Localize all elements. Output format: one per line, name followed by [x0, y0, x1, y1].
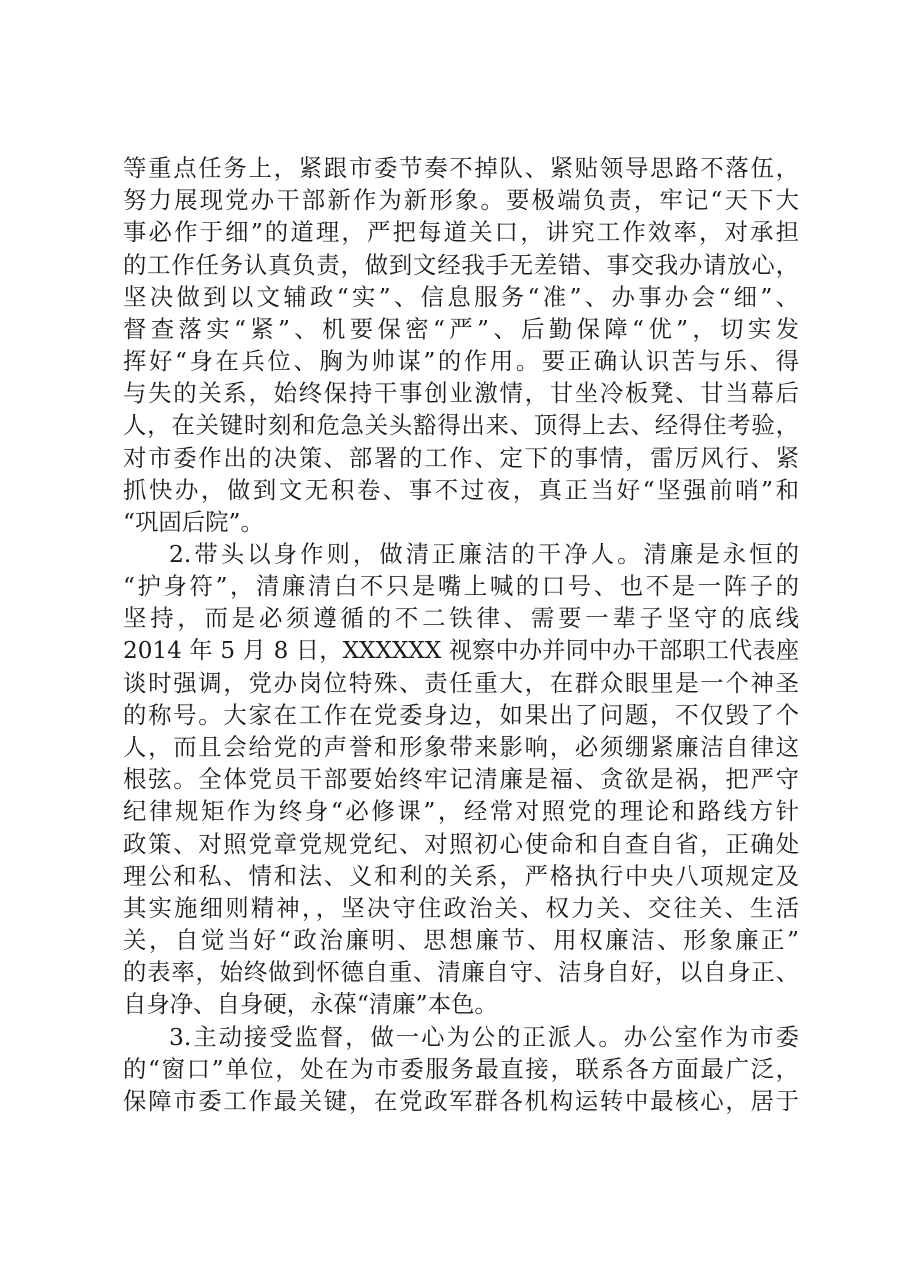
text-line: 的“窗口”单位，处在为市委服务最直接，联系各方面最广泛，: [123, 1054, 799, 1083]
text-line: 理公和私、情和法、义和利的关系，严格执行中央八项规定及: [123, 861, 799, 890]
text-line: 人，在关键时刻和危急关头豁得出来、顶得上去、经得住考验，: [123, 411, 799, 440]
text-line: 人，而且会给党的声誉和形象带来影响，必须绷紧廉洁自律这: [123, 733, 799, 762]
document-body: [123, 152, 799, 1117]
text-line: 坚决做到以文辅政“实”、信息服务“准”、办事办会“细”、: [123, 282, 799, 311]
text-line: 努力展现党办干部新作为新形象。要极端负责，牢记“天下大: [123, 186, 799, 215]
paragraph-first-line: 2.带头以身作则，做清正廉洁的干净人。清廉是永恒的: [169, 540, 799, 569]
text-line: 保障市委工作最关键，在党政军群各机构运转中最核心，居于: [123, 1086, 799, 1115]
text-line: 关，自觉当好“政治廉明、思想廉节、用权廉洁、形象廉正”: [123, 926, 799, 955]
text-line: 纪律规矩作为终身“必修课”，经常对照党的理论和路线方针: [123, 797, 799, 826]
text-line: 的表率，始终做到怀德自重、清廉自守、洁身自好，以自身正、: [123, 958, 799, 987]
text-line: “巩固后院”。: [123, 507, 264, 536]
paragraph-first-line: 3.主动接受监督，做一心为公的正派人。办公室作为市委: [169, 1022, 799, 1051]
text-line: 坚持，而是必须遵循的不二铁律、需要一辈子坚守的底线: [123, 604, 799, 633]
text-line: 挥好“身在兵位、胸为帅谋”的作用。要正确认识苦与乐、得: [123, 347, 799, 376]
text-line: 抓快办，做到文无积卷、事不过夜，真正当好“坚强前哨”和: [123, 475, 799, 504]
text-line: 督查落实“紧”、机要保密“严”、后勤保障“优”，切实发: [123, 314, 799, 343]
text-line: 的称号。大家在工作在党委身边，如果出了问题，不仅毁了个: [123, 700, 799, 729]
text-line: 2014 年 5 月 8 日，XXXXXX 视察中办并同中办干部职工代表座: [123, 637, 799, 664]
text-line: 其实施细则精神，，坚决守住政治关、权力关、交往关、生活: [123, 893, 799, 922]
text-line: 与失的关系，始终保持干事创业激情，甘坐冷板凳、甘当幕后: [123, 379, 799, 408]
text-line: 自身净、自身硬，永葆“清廉”本色。: [123, 990, 498, 1019]
text-line: 根弦。全体党员干部要始终牢记清廉是福、贪欲是祸，把严守: [123, 765, 799, 794]
text-line: 对市委作出的决策、部署的工作、定下的事情，雷厉风行、紧: [123, 443, 799, 472]
text-line: 政策、对照党章党规党纪、对照初心使命和自查自省，正确处: [123, 829, 799, 858]
text-line: 谈时强调，党办岗位特殊、责任重大，在群众眼里是一个神圣: [123, 668, 799, 697]
text-line: 的工作任务认真负责，做到文经我手无差错、事交我办请放心，: [123, 250, 799, 279]
text-line: “护身符”，清廉清白不只是嘴上喊的口号、也不是一阵子的: [123, 572, 799, 601]
text-line: 事必作于细”的道理，严把每道关口，讲究工作效率，对承担: [123, 218, 799, 247]
text-line: 等重点任务上，紧跟市委节奏不掉队、紧贴领导思路不落伍，: [123, 154, 799, 182]
